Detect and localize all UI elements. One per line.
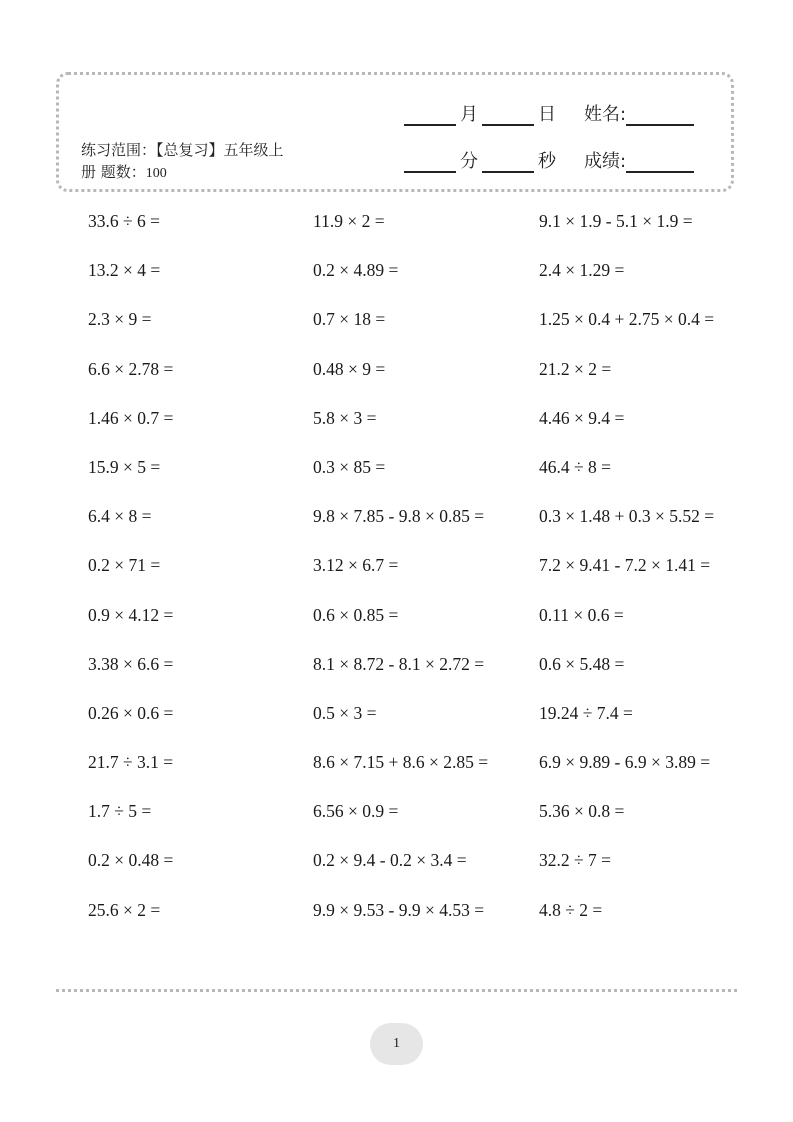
problem-item: 8.1 × 8.72 - 8.1 × 2.72 = [313,653,485,674]
problem-item: 0.6 × 5.48 = [539,653,625,674]
problem-item: 6.4 × 8 = [88,506,152,527]
problem-item: 4.46 × 9.4 = [539,407,625,428]
problem-item: 9.9 × 9.53 - 9.9 × 4.53 = [313,899,485,920]
worksheet-header [56,72,734,192]
minute-blank[interactable] [404,151,456,173]
page-number: 1 [393,1036,400,1051]
problem-item: 15.9 × 5 = [88,456,161,477]
name-label: 姓名: [584,104,627,125]
score-blank[interactable] [626,151,694,173]
name-blank[interactable] [626,104,694,126]
problem-item: 3.12 × 6.7 = [313,555,399,576]
problem-item: 0.48 × 9 = [313,358,386,379]
problem-item: 0.11 × 0.6 = [539,604,624,625]
score-label: 成绩: [584,151,627,172]
problem-item: 0.3 × 85 = [313,456,386,477]
problem-item: 1.46 × 0.7 = [88,407,174,428]
problem-item: 0.9 × 4.12 = [88,604,174,625]
second-blank[interactable] [482,151,534,173]
month-label: 月 [460,104,478,125]
problem-item: 9.1 × 1.9 - 5.1 × 1.9 = [539,211,693,231]
problem-item: 1.25 × 0.4 + 2.75 × 0.4 = [539,309,715,330]
problem-item: 9.8 × 7.85 - 9.8 × 0.85 = [313,506,485,527]
problem-item: 19.24 ÷ 7.4 = [539,702,633,723]
problem-item: 0.3 × 1.48 + 0.3 × 5.52 = [539,506,715,527]
problem-item: 0.26 × 0.6 = [88,702,174,723]
problem-grid [88,206,748,944]
day-label: 日 [538,104,556,125]
problem-item: 46.4 ÷ 8 = [539,456,611,477]
day-blank[interactable] [482,104,534,126]
problem-item: 3.38 × 6.6 = [88,653,174,674]
month-blank[interactable] [404,104,456,126]
problem-item: 7.2 × 9.41 - 7.2 × 1.41 = [539,555,711,576]
problem-item: 0.2 × 0.48 = [88,850,174,871]
problem-item: 0.7 × 18 = [313,309,386,330]
practice-range [81,139,321,185]
date-name-row [404,100,694,126]
problem-item: 11.9 × 2 = [313,211,385,231]
problem-item: 0.5 × 3 = [313,702,377,723]
range-label-cont: 册 题数： [81,163,146,181]
range-label: 练习范围：【总复习】五年级上 [81,141,284,159]
problem-item: 4.8 ÷ 2 = [539,899,603,920]
problem-item: 6.56 × 0.9 = [313,801,399,822]
page-number-badge [370,1023,423,1065]
problem-item: 2.3 × 9 = [88,309,152,330]
problem-item: 33.6 ÷ 6 = [88,211,160,231]
problem-item: 8.6 × 7.15 + 8.6 × 2.85 = [313,752,489,773]
problem-item: 32.2 ÷ 7 = [539,850,611,871]
problem-item: 0.2 × 4.89 = [313,260,399,281]
minute-label: 分 [460,151,478,172]
second-label: 秒 [538,151,556,172]
problem-item: 0.2 × 71 = [88,555,161,576]
problem-item: 6.6 × 2.78 = [88,358,174,379]
problem-item: 21.7 ÷ 3.1 = [88,752,174,773]
problem-item: 13.2 × 4 = [88,260,161,281]
time-score-row [404,147,694,173]
problem-item: 25.6 × 2 = [88,899,161,920]
problem-item: 21.2 × 2 = [539,358,612,379]
problem-item: 1.7 ÷ 5 = [88,801,152,822]
bottom-divider [56,989,737,992]
problem-item: 0.6 × 0.85 = [313,604,399,625]
problem-item: 2.4 × 1.29 = [539,260,625,281]
problem-item: 5.8 × 3 = [313,407,377,428]
problem-item: 5.36 × 0.8 = [539,801,625,822]
problem-item: 6.9 × 9.89 - 6.9 × 3.89 = [539,752,711,773]
problem-item: 0.2 × 9.4 - 0.2 × 3.4 = [313,850,467,871]
question-count: 100 [145,166,167,181]
